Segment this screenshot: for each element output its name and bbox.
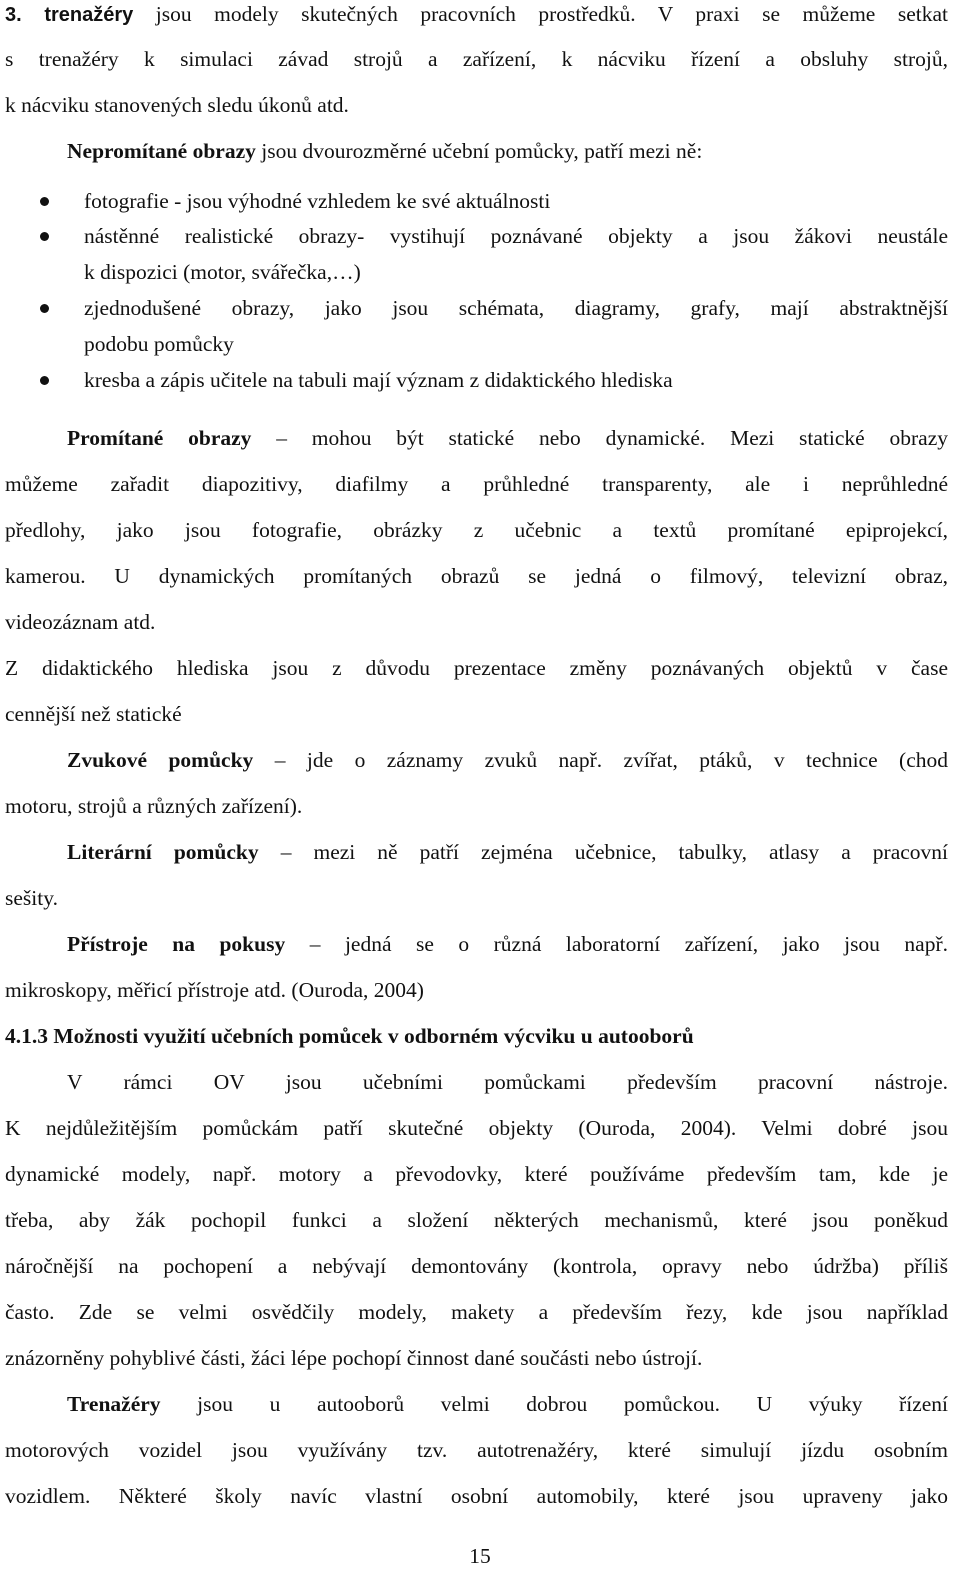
list-item-continuation: podobu pomůcky	[84, 332, 234, 356]
term-bold: Zvukové pomůcky	[67, 748, 254, 772]
list-item-continuation: k dispozici (motor, svářečka,…)	[84, 260, 361, 284]
paragraph-line: Z didaktického hlediska jsou z důvodu prezentace změny poznávaných objektů v čase	[5, 656, 948, 680]
text-span: – mezi ně patří zejména učebnice, tabulky, atlasy a pracovní	[258, 840, 949, 864]
paragraph-line: znázorněny pohyblivé části, žáci lépe pochopí činnost dané součásti nebo ústrojí.	[5, 1346, 703, 1370]
bullet-icon	[40, 304, 49, 313]
paragraph-line: cennější než statické	[5, 702, 182, 726]
paragraph-line	[67, 424, 948, 452]
bullet-icon	[40, 232, 49, 241]
paragraph-line: videozáznam atd.	[5, 610, 156, 634]
paragraph-line	[67, 838, 948, 866]
paragraph-line	[67, 930, 948, 958]
paragraph-line: dynamické modely, např. motory a převodovky, které používáme především tam, kde je	[5, 1162, 948, 1186]
paragraph-line	[67, 746, 948, 774]
paragraph-line	[67, 1390, 948, 1418]
term-bold: Promítané obrazy	[67, 426, 252, 450]
paragraph-line: náročnější na pochopení a nebývají demontovány (kontrola, opravy nebo údržba) příliš	[5, 1254, 948, 1278]
paragraph-line: předlohy, jako jsou fotografie, obrázky z učebnic a textů promítané epiprojekcí,	[5, 518, 948, 542]
bullet-icon	[40, 197, 49, 206]
paragraph-line: často. Zde se velmi osvědčily modely, makety a především řezy, kde jsou například	[5, 1300, 948, 1324]
term-bold: Přístroje na pokusy	[67, 932, 286, 956]
term-bold: Nepromítané obrazy	[67, 139, 256, 163]
paragraph-line	[67, 137, 702, 165]
paragraph-line: třeba, aby žák pochopil funkci a složení některých mechanismů, které jsou poněkud	[5, 1208, 948, 1232]
paragraph-line: V rámci OV jsou učebními pomůckami především pracovní nástroje.	[67, 1070, 948, 1094]
paragraph-line: kamerou. U dynamických promítaných obrazů se jedná o filmový, televizní obraz,	[5, 564, 948, 588]
bullet-icon	[40, 376, 49, 385]
text-span: jsou dvourozměrné učební pomůcky, patří mezi ně:	[255, 139, 703, 163]
paragraph-line: k nácviku stanovených sledu úkonů atd.	[5, 93, 349, 117]
text-span: – jde o záznamy zvuků např. zvířat, ptáků, v technice (chod	[253, 748, 948, 772]
paragraph-line: motorových vozidel jsou využívány tzv. autotrenažéry, které simulují jízdu osobním	[5, 1438, 948, 1462]
paragraph-line	[5, 976, 424, 1004]
text-span: mikroskopy	[5, 978, 107, 1002]
paragraph-line	[5, 0, 948, 29]
list-item: kresba a zápis učitele na tabuli mají význam z didaktického hlediska	[84, 368, 673, 392]
section-heading	[5, 1022, 694, 1050]
text-span: jsou modely skutečných pracovních prostředků. V praxi se můžeme setkat	[133, 2, 948, 26]
section-heading-text: 4.1.3 Možnosti využití učebních pomůcek v odborném výcviku u autooborů	[5, 1024, 694, 1048]
paragraph-line: K nejdůležitějším pomůckám patří skutečné objekty (Ouroda, 2004). Velmi dobré jsou	[5, 1116, 948, 1140]
term-bold: Trenažéry	[67, 1392, 161, 1416]
list-item: fotografie - jsou výhodné vzhledem ke své aktuálnosti	[84, 189, 551, 213]
paragraph-line: vozidlem. Některé školy navíc vlastní osobní automobily, které jsou upraveny jako	[5, 1484, 948, 1508]
page-number: 15	[469, 1544, 491, 1568]
text-span: jsou u autooborů velmi dobrou pomůckou. U výuky řízení	[160, 1392, 948, 1416]
paragraph-line: můžeme zařadit diapozitivy, diafilmy a průhledné transparenty, ale i neprůhledné	[5, 472, 948, 496]
text-span: , měřicí přístroje atd. (Ouroda, 2004)	[106, 978, 424, 1002]
list-item: zjednodušené obrazy, jako jsou schémata, diagramy, grafy, mají abstraktnější	[84, 296, 948, 320]
paragraph-line: motoru, strojů a různých zařízení).	[5, 794, 303, 818]
paragraph-line: sešity.	[5, 886, 58, 910]
text-span: – jedná se o různá laboratorní zařízení, jako jsou např.	[285, 932, 949, 956]
term-bold: 3. trenažéry	[5, 4, 134, 26]
text-span: – mohou být statické nebo dynamické. Mezi statické obrazy	[251, 426, 948, 450]
paragraph-line: s trenažéry k simulaci závad strojů a zařízení, k nácviku řízení a obsluhy strojů,	[5, 47, 948, 71]
list-item: nástěnné realistické obrazy- vystihují poznávané objekty a jsou žákovi neustále	[84, 224, 948, 248]
term-bold: Literární pomůcky	[67, 840, 259, 864]
